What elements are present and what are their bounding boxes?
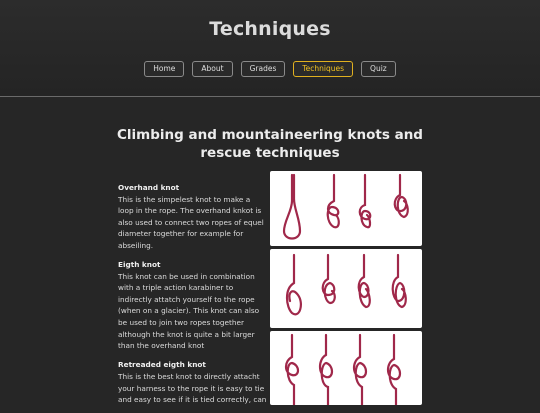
knot-title: Overhand knot	[118, 183, 180, 192]
knot-title: Retreaded eigth knot	[118, 360, 206, 370]
knot-item-retreaded-eigth	[118, 359, 268, 405]
knot-description: This is the simpelest knot to make a loop in the rope. The overhand knkot is also used to connect two ropes of equel diameter together for example for abseiling.	[118, 194, 264, 250]
knot-item-overhand	[118, 182, 268, 252]
overhand-knot-photo	[270, 171, 422, 246]
site-title: Techniques	[209, 18, 331, 40]
eight-knot-photo	[270, 249, 422, 328]
main-nav	[0, 61, 540, 77]
knot-description: This knot can be used in combination with a triple action karabiner to indirectly attatch yourself to the rope (when on a glacier). This knot can also be used to join two ropes together although the knot is quite a bit larger than the overhand knot	[118, 271, 260, 351]
retreaded-eight-knot-photo	[270, 331, 422, 405]
knot-list	[118, 182, 268, 413]
nav-techniques-button[interactable]: Techniques	[293, 61, 353, 77]
nav-home-button[interactable]: Home	[144, 61, 184, 77]
nav-grades-button[interactable]: Grades	[241, 61, 286, 77]
knot-item-eigth	[118, 259, 268, 352]
knot-title: Eigth knot	[118, 260, 161, 270]
nav-quiz-button[interactable]: Quiz	[361, 61, 396, 77]
page-heading: Climbing and mountaineering knots and rescue techniques	[117, 127, 423, 161]
header-divider	[0, 96, 540, 97]
knot-description: This is the best knot to directly attacht your harness to the rope it is easy to tie and easy to see if it is tied correctly, can	[118, 371, 267, 405]
nav-about-button[interactable]: About	[192, 61, 232, 77]
site-header	[0, 0, 540, 96]
